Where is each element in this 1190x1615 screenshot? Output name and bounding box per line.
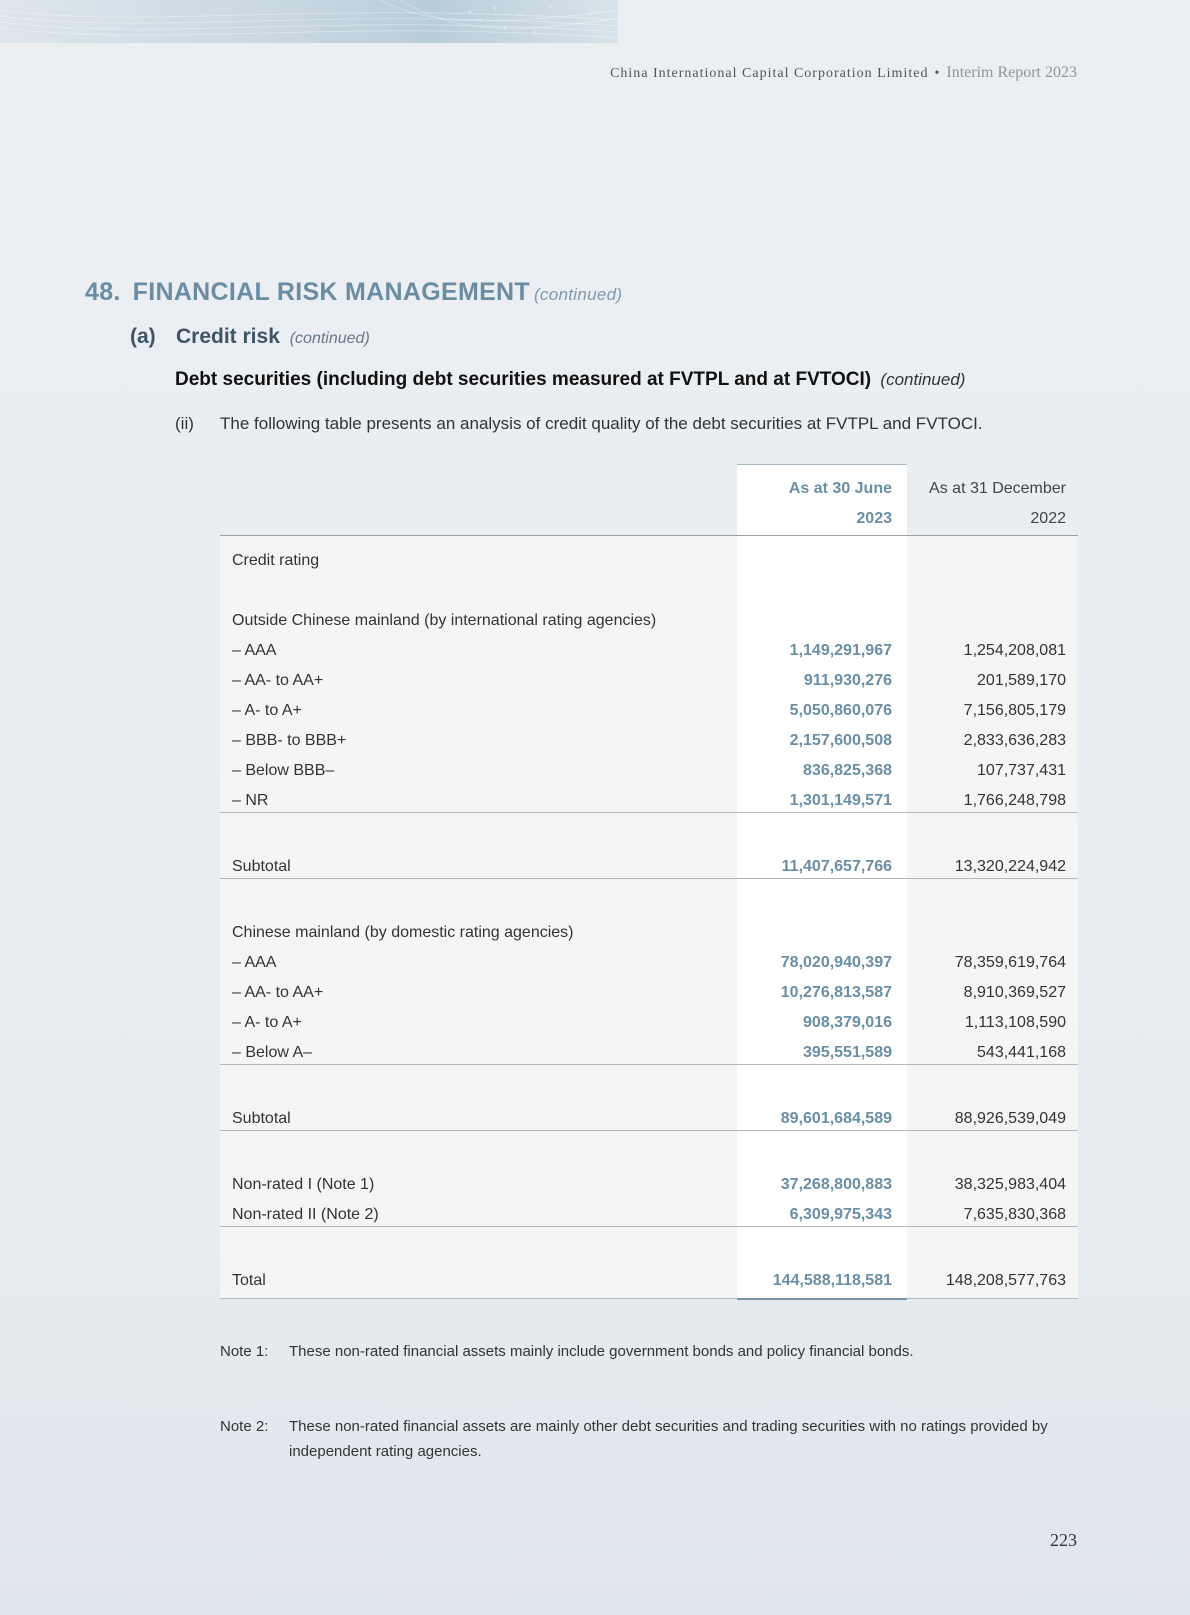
row-current: 37,268,800,883: [780, 1176, 892, 1193]
row-prior: 107,737,431: [977, 762, 1066, 779]
page-number: 223: [1050, 1530, 1077, 1550]
subtotal-prior: 13,320,224,942: [954, 858, 1066, 875]
row-label: – BBB- to BBB+: [232, 732, 347, 749]
note-label: Note 1:: [220, 1343, 269, 1360]
section-number: 48.: [85, 278, 121, 306]
intro-text: The following table presents an analysis of credit quality of the debt securities at FVTPL and FVTOCI.: [220, 414, 983, 433]
section-continued: (continued): [533, 285, 623, 304]
section-title: FINANCIAL RISK MANAGEMENT: [132, 278, 530, 306]
mainland-heading: Chinese mainland (by domestic rating agencies): [232, 924, 574, 941]
row-label: Non-rated II (Note 2): [232, 1206, 379, 1223]
row-label: – AAA: [232, 642, 277, 659]
nonrated-rule: [220, 1226, 1078, 1227]
header-bullet: •: [934, 66, 941, 81]
subtotal-label: Subtotal: [232, 1110, 291, 1127]
note-text: These non-rated financial assets are mainly other debt securities and trading securities with no ratings provided by independent rating agencies.: [289, 1418, 1048, 1460]
row-current: 395,551,589: [803, 1044, 892, 1061]
row-current: 2,157,600,508: [789, 732, 892, 749]
total-current: 144,588,118,581: [772, 1272, 892, 1289]
row-label: – AAA: [232, 954, 277, 971]
topic-heading: [175, 369, 965, 391]
mainland-rows-rule: [220, 1064, 1078, 1065]
subtotal-current: 89,601,684,589: [780, 1110, 892, 1127]
row-current: 911,930,276: [803, 672, 892, 689]
row-label: – A- to A+: [232, 1014, 302, 1031]
row-prior: 78,359,619,764: [954, 954, 1066, 971]
intro-label: (ii): [175, 414, 194, 433]
report-title: Interim Report 2023: [946, 64, 1077, 81]
row-label: – Below BBB–: [232, 762, 335, 779]
total-rule: [220, 1298, 1078, 1299]
row-prior: 8,910,369,527: [963, 984, 1066, 1001]
decorative-banner: [0, 0, 618, 43]
header-prior-line1: As at 31 December: [929, 480, 1066, 497]
mainland-subtotal-rule: [220, 1130, 1078, 1131]
outside-subtotal-rule: [220, 878, 1078, 879]
header-current-line2: 2023: [856, 510, 892, 527]
row-label: – A- to A+: [232, 702, 302, 719]
row-prior: 201,589,170: [977, 672, 1066, 689]
row-current: 5,050,860,076: [789, 702, 892, 719]
note-text: These non-rated financial assets mainly include government bonds and policy financial bonds.: [289, 1343, 914, 1360]
company-name: China International Capital Corporation Limited: [610, 66, 929, 81]
topic-continued: (continued): [880, 370, 966, 389]
note-label: Note 2:: [220, 1418, 269, 1435]
row-prior: 1,254,208,081: [963, 642, 1066, 659]
row-label: – NR: [232, 792, 269, 809]
header-prior-line2: 2022: [1030, 510, 1066, 527]
credit-rating-label: Credit rating: [232, 552, 320, 569]
row-prior: 7,156,805,179: [963, 702, 1066, 719]
row-label: Non-rated I (Note 1): [232, 1176, 375, 1193]
subsection-continued: (continued): [289, 330, 370, 347]
row-current: 908,379,016: [803, 1014, 892, 1031]
outside-mainland-heading: Outside Chinese mainland (by international rating agencies): [232, 612, 657, 629]
total-label: Total: [232, 1272, 266, 1289]
current-column-top-rule: [737, 464, 907, 465]
note-2: [220, 1414, 1078, 1464]
subsection-label: (a): [130, 325, 156, 348]
row-current: 1,301,149,571: [789, 792, 892, 809]
subsection-heading: [130, 325, 370, 349]
row-current: 78,020,940,397: [780, 954, 892, 971]
current-column-total-underline: [737, 1298, 907, 1300]
row-prior: 1,113,108,590: [964, 1014, 1066, 1031]
total-prior: 148,208,577,763: [945, 1272, 1066, 1289]
row-current: 6,309,975,343: [789, 1206, 892, 1223]
subtotal-prior: 88,926,539,049: [954, 1110, 1066, 1127]
wave-pattern-icon: [0, 0, 618, 43]
header-rule: [220, 535, 1078, 536]
section-heading: [85, 278, 622, 307]
row-prior: 7,635,830,368: [963, 1206, 1066, 1223]
header-current-line1: As at 30 June: [788, 480, 892, 497]
row-prior: 543,441,168: [977, 1044, 1066, 1061]
note-1: [220, 1339, 1078, 1364]
row-label: – AA- to AA+: [232, 984, 324, 1001]
topic-title: Debt securities (including debt securities measured at FVTPL and at FVTOCI): [175, 369, 872, 390]
outside-rows-rule: [220, 812, 1078, 813]
row-prior: 2,833,636,283: [963, 732, 1066, 749]
subsection-title: Credit risk: [176, 325, 280, 348]
row-prior: 1,766,248,798: [963, 792, 1066, 809]
current-period-column: [737, 464, 907, 1298]
row-label: – Below A–: [232, 1044, 313, 1061]
intro-paragraph: [175, 414, 983, 434]
row-label: – AA- to AA+: [232, 672, 324, 689]
subtotal-label: Subtotal: [232, 858, 291, 875]
row-current: 836,825,368: [803, 762, 892, 779]
row-current: 10,276,813,587: [780, 984, 892, 1001]
running-header: [610, 64, 1077, 82]
row-current: 1,149,291,967: [789, 642, 892, 659]
subtotal-current: 11,407,657,766: [781, 858, 892, 875]
row-prior: 38,325,983,404: [954, 1176, 1066, 1193]
